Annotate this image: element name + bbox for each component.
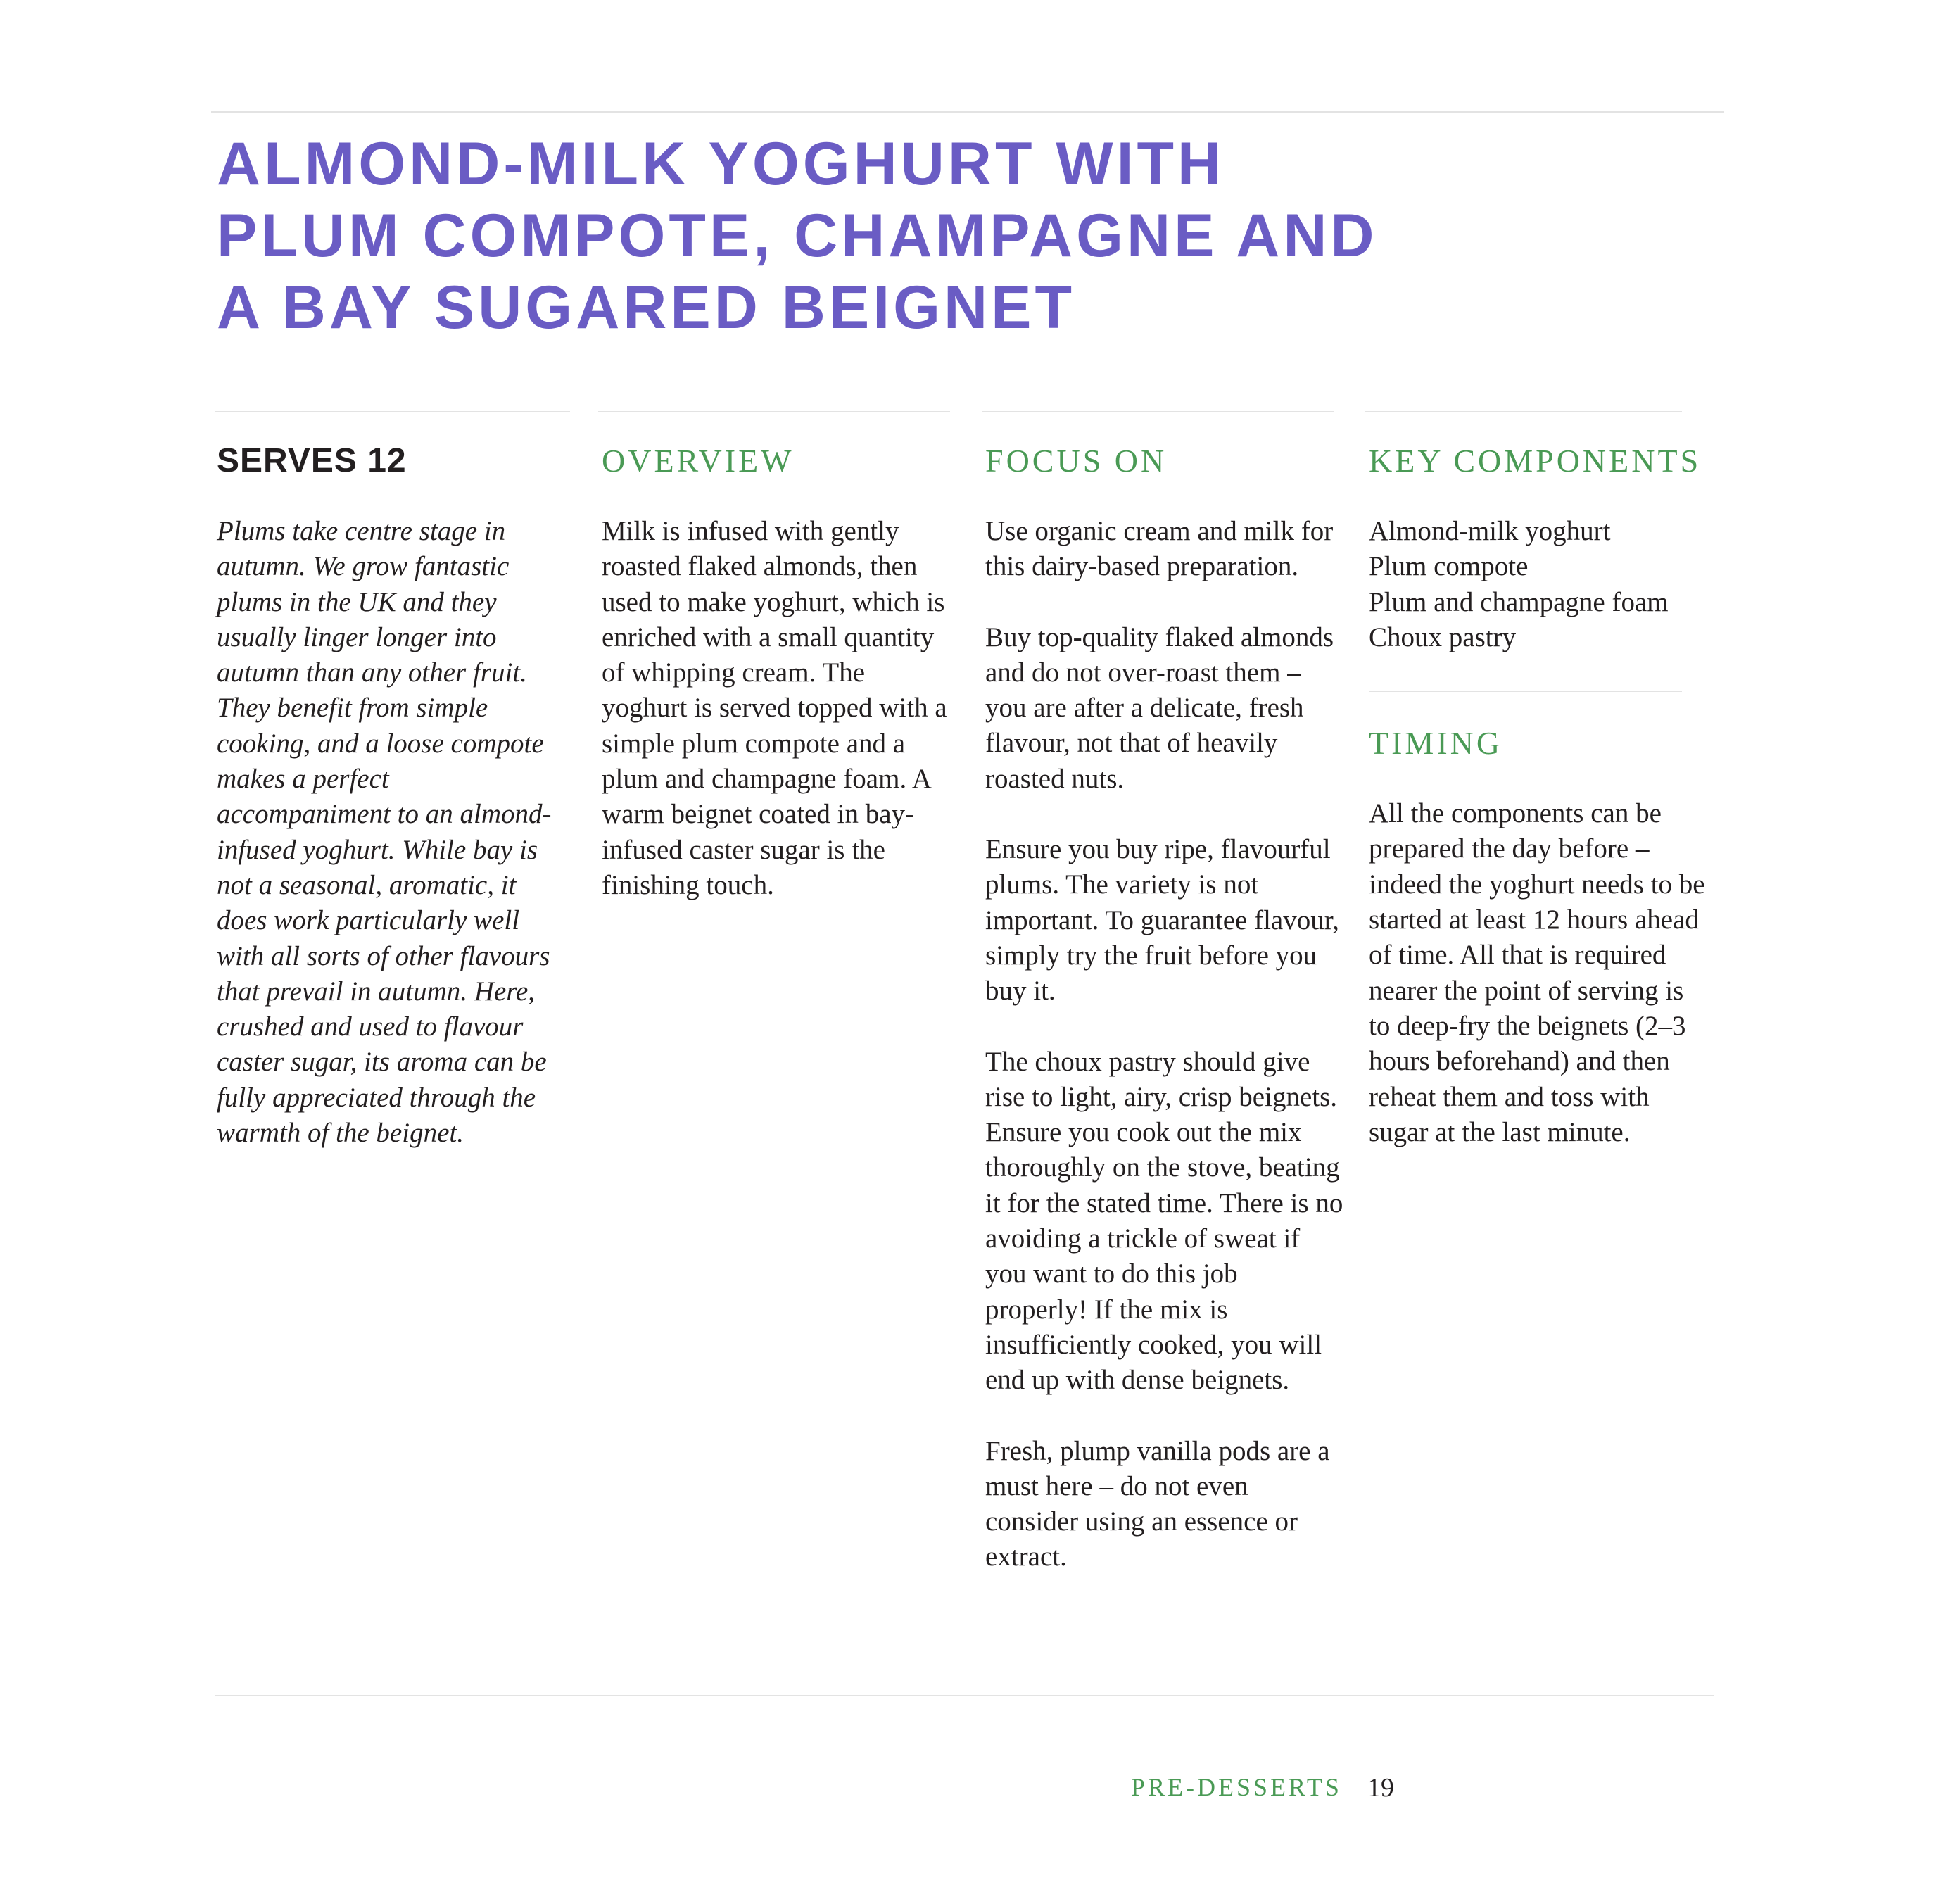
focus-on-column [985, 443, 1344, 1610]
component-item: Choux pastry [1369, 622, 1517, 652]
column-rule-overview [598, 411, 950, 412]
focus-paragraph: Ensure you buy ripe, flavourful plums. The variety is not important. To guarantee flavour, simply try the fruit before you buy it. [985, 834, 1339, 1007]
timing-heading: TIMING [1369, 725, 1503, 762]
focus-paragraph: Use organic cream and milk for this dairy-based preparation. [985, 516, 1334, 582]
timing-rule [1369, 691, 1682, 692]
overview-text: Milk is infused with gently roasted flaked almonds, then used to make yoghurt, which is enriched with a small quantity of whipping cream. The yoghurt is served topped with a simple plum compote and a plum and champagne foam. A warm beignet coated in bay-infused caster sugar is the finishing touch. [602, 516, 947, 900]
column-rule-serves [215, 411, 570, 412]
component-item: Almond-milk yoghurt [1369, 516, 1611, 546]
timing-text: All the components can be prepared the day before – indeed the yoghurt needs to be started at least 12 hours ahead of time. All that is required nearer the point of serving is to deep-fry the beignets (2–3 hours beforehand) and then reheat them and toss with sugar at the last minute. [1369, 798, 1705, 1147]
title-line-3: A BAY SUGARED BEIGNET [217, 274, 1076, 341]
column-rule-focus [982, 411, 1334, 412]
overview-column [602, 443, 950, 903]
focus-paragraph: Fresh, plump vanilla pods are a must here – do not even consider using an essence or extract. [985, 1435, 1330, 1572]
footer-section-name: PRE-DESSERTS [1131, 1773, 1342, 1801]
column-rule-components [1365, 411, 1682, 412]
components-column [1369, 443, 1707, 1150]
focus-paragraph: Buy top-quality flaked almonds and do not over-roast them – you are after a delicate, fresh flavour, not that of heavily roasted nuts. [985, 622, 1334, 794]
focus-on-heading: FOCUS ON [985, 443, 1168, 479]
title-line-2: PLUM COMPOTE, CHAMPAGNE AND [217, 202, 1378, 270]
focus-paragraph: The choux pastry should give rise to light, airy, crisp beignets. Ensure you cook out the mix thoroughly on the stove, beating it for the stated time. There is no avoiding a trickle of sweat if you want to do this job properly! If the mix is insufficiently cooked, you will end up with dense beignets. [985, 1046, 1343, 1396]
recipe-title [217, 128, 1378, 343]
overview-heading: OVERVIEW [602, 443, 795, 479]
bottom-rule [215, 1695, 1714, 1696]
key-components-heading: KEY COMPONENTS [1369, 443, 1702, 479]
focus-on-body [985, 514, 1344, 1575]
title-line-1: ALMOND-MILK YOGHURT WITH [217, 130, 1225, 198]
key-components-list [1369, 514, 1707, 655]
serves-label: SERVES 12 [217, 442, 407, 479]
component-item: Plum compote [1369, 551, 1529, 582]
component-item: Plum and champagne foam [1369, 586, 1669, 617]
serves-column [217, 443, 569, 1151]
page-number: 19 [1367, 1773, 1394, 1803]
intro-text: Plums take centre stage in autumn. We grow fantastic plums in the UK and they usually linger longer into autumn than any other fruit. They benefit from simple cooking, and a loose compote makes a perfect accompaniment to an almond-infused yoghurt. While bay is not a seasonal, aromatic, it does work particularly well with all sorts of other flavours that prevail in autumn. Here, crushed and used to flavour caster sugar, its aroma can be fully appreciated through the warmth of the beignet. [217, 516, 552, 1149]
top-rule [211, 111, 1724, 113]
